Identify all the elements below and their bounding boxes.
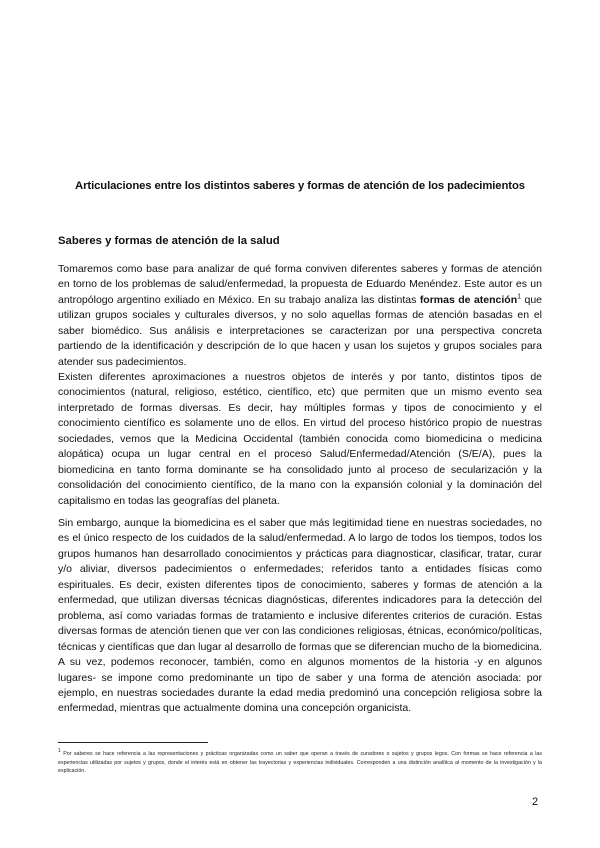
paragraph-3: Sin embargo, aunque la biomedicina es el saber que más legitimidad tiene en nuestras sociedades, no es el único respecto de los cuidados de la salud/enfermedad. A lo largo de todos los tiempos, todos los grupos humanos han desarrollado conocimientos y prácticas para diagnosticar, clasificar, tratar, curar y/o aliviar, diversos padecimientos o enfermedades; referidos tanto a entidades físicas como espirituales. Es decir, existen diferentes tipos de conocimiento, saberes y formas de atención a la enfermedad, que utilizan diversas técnicas diagnósticas, diferentes indicadores para la detección del problema, así como variadas formas de tratamiento e inclusive diferentes criterios de curación. Estas diversas formas de atención tienen que ver con las condiciones religiosas, étnicas, económico/políticas, técnicas y científicas que dan lugar al desarrollo de formas que se diferencian mucho de la biomedicina. A su vez, podemos reconocer, también, como en algunos momentos de la historia -y en algunos lugares- se impone como predominante un tipo de saber y una forma de atención asociada: por ejemplo, en nuestras sociedades durante la edad media predominó una concepción religiosa sobre la enfermedad, mientras que actualmente domina una concepción organicista.: [58, 517, 542, 715]
paragraph-1: [58, 262, 542, 370]
footnote-marker: 1: [58, 748, 61, 755]
section-heading: Saberes y formas de atención de la salud: [58, 235, 280, 247]
footnote: [58, 750, 542, 776]
paragraph-1-text-b: que utilizan grupos sociales y culturales diversos, y no solo aquellas formas de atención basadas en el saber biomédico. Sus análisis e interpretaciones se caracterizan por una perspectiva concreta partiendo de la identificación y descripción de lo que hacen y usan los sujetos y grupos sociales para atender sus padecimientos.: [58, 293, 543, 368]
paragraph-1-bold-term: formas de atención: [419, 293, 518, 306]
footnote-reference[interactable]: 1: [517, 293, 522, 301]
paragraph-1-text-a: Tomaremos como base para analizar de qué forma conviven diferentes saberes y formas de atención en torno de los problemas de salud/enfermedad, la propuesta de Eduardo Menéndez. Este autor es un antropólogo argentino exiliado en México. En su trabajo analiza las distintas: [58, 263, 542, 306]
footnote-separator: [58, 742, 208, 743]
footnote-text: Por saberes se hace referencia a las representaciones y prácticas organizadas como un saber que operan a través de curadores o sujetos y grupos legos. Con formas se hace referencia a las experiencias utilizadas por sujetos y grupos, donde el interés está en obtener las trayectorias y experiencias individuales. Corresponden a una distinción analítica al momento de la investigación y la explicación.: [58, 751, 542, 775]
page-number: 2: [532, 796, 539, 808]
document-title: Articulaciones entre los distintos saberes y formas de atención de los padecimientos: [75, 180, 525, 192]
paragraph-2: Existen diferentes aproximaciones a nuestros objetos de interés y por tanto, distintos tipos de conocimientos (natural, religioso, estético, científico, etc) que permiten que un mismo evento sea interpretado de formas diversas. Es decir, hay múltiples formas y tipos de conocimiento y el conocimiento científico es solamente uno de ellos. En virtud del proceso histórico propio de nuestras sociedades, vemos que la Medicina Occidental (también conocida como biomedicina o medicina alopática) ocupa un lugar central en el proceso Salud/Enfermedad/Atención (S/E/A), pues la biomedicina en tanto forma dominante se ha consolidado junto al proceso de secularización y la consolidación del conocimiento científico, de la mano con la expansión colonial y la dominación del capitalismo en todas las geografías del planeta.: [58, 371, 542, 507]
